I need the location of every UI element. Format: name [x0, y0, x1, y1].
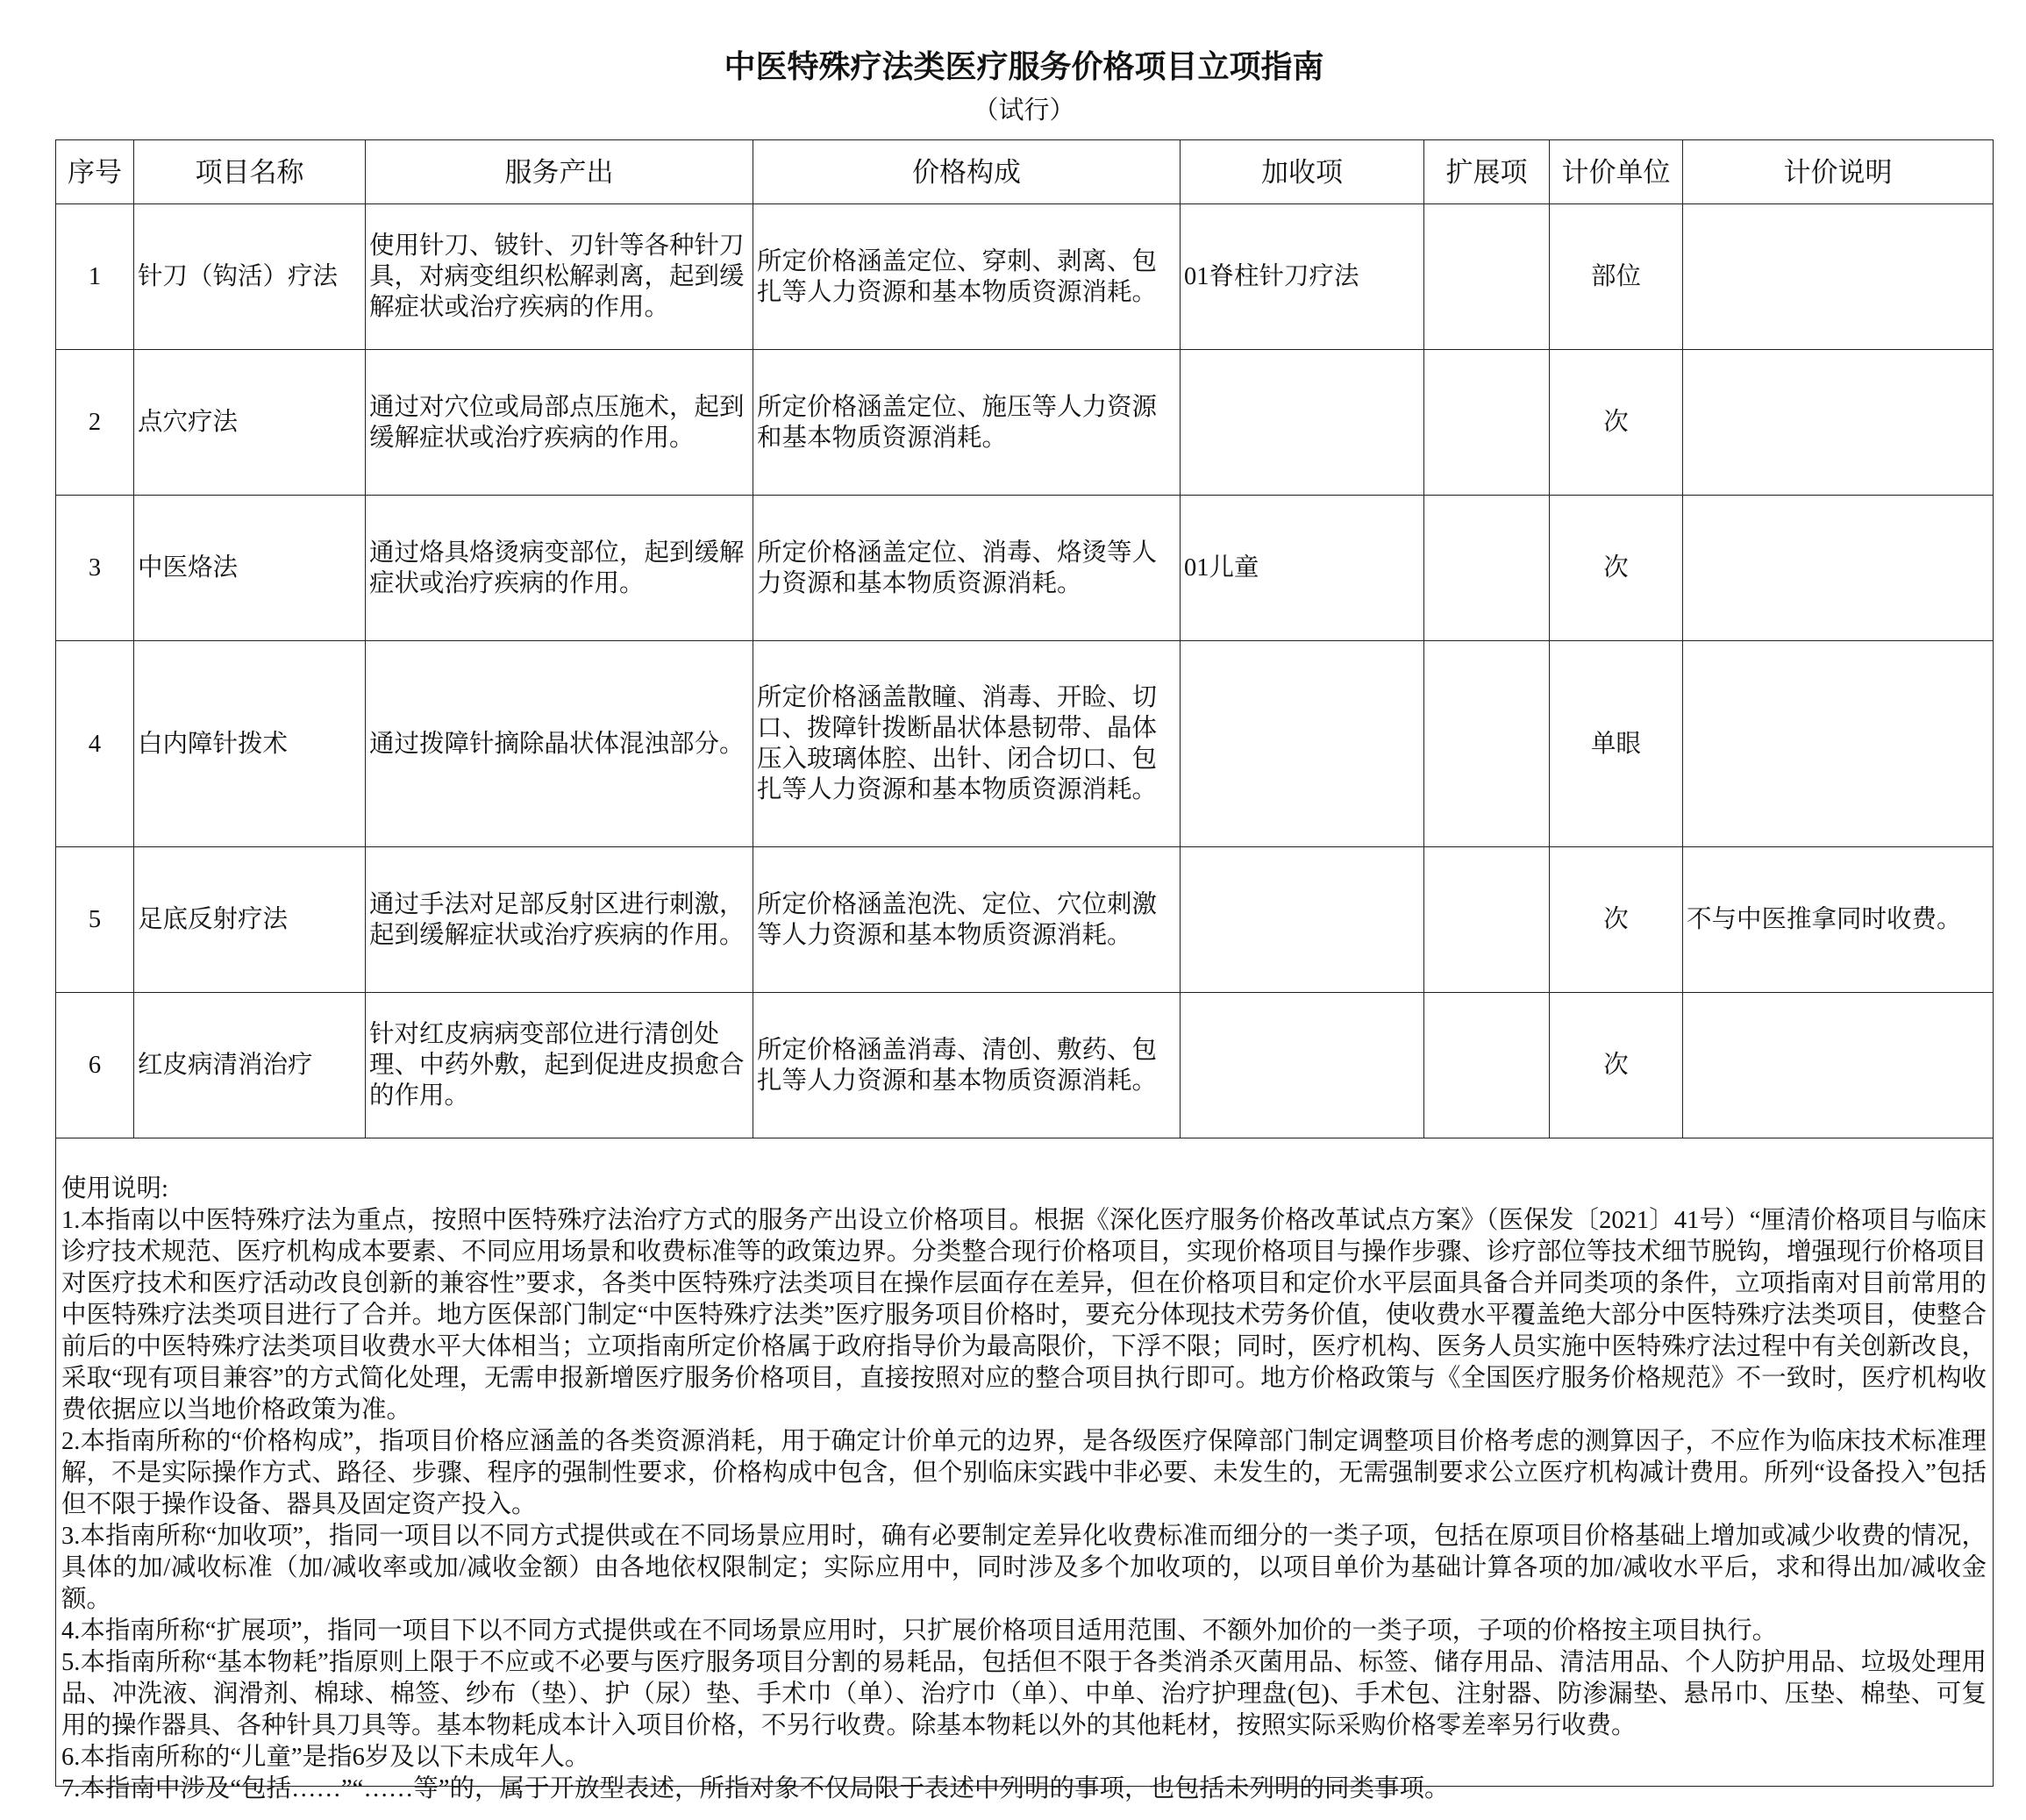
- usage-notes: [56, 1138, 1993, 1802]
- cell-extension: [1424, 496, 1550, 641]
- cell-service-output: 使用针刀、铍针、刃针等各种针刀具，对病变组织松解剥离，起到缓解症状或治疗疾病的作用。: [366, 204, 753, 350]
- cell-surcharge: 01脊柱针刀疗法: [1181, 204, 1424, 350]
- cell-service-output: 通过手法对足部反射区进行刺激，起到缓解症状或治疗疾病的作用。: [366, 847, 753, 993]
- header-pricing-note: 计价说明: [1683, 140, 1994, 204]
- cell-pricing-unit: 次: [1550, 350, 1683, 496]
- cell-extension: [1424, 993, 1550, 1138]
- cell-service-output: 通过对穴位或局部点压施术，起到缓解症状或治疗疾病的作用。: [366, 350, 753, 496]
- cell-extension: [1424, 350, 1550, 496]
- usage-notes-cell: [56, 1138, 1994, 1802]
- cell-price-composition: 所定价格涵盖定位、穿刺、剥离、包扎等人力资源和基本物质资源消耗。: [753, 204, 1181, 350]
- header-price-composition: 价格构成: [753, 140, 1181, 204]
- cell-surcharge: [1181, 350, 1424, 496]
- cell-pricing-unit: 部位: [1550, 204, 1683, 350]
- cell-service-output: 通过烙具烙烫病变部位，起到缓解症状或治疗疾病的作用。: [366, 496, 753, 641]
- cell-extension: [1424, 641, 1550, 847]
- cell-extension: [1424, 847, 1550, 993]
- cell-price-composition: 所定价格涵盖定位、施压等人力资源和基本物质资源消耗。: [753, 350, 1181, 496]
- cell-seq: 1: [56, 204, 134, 350]
- cell-price-composition: 所定价格涵盖定位、消毒、烙烫等人力资源和基本物质资源消耗。: [753, 496, 1181, 641]
- cell-surcharge: 01儿童: [1181, 496, 1424, 641]
- table-row: [56, 204, 1994, 350]
- cell-seq: 3: [56, 496, 134, 641]
- cell-item-name: 白内障针拨术: [134, 641, 366, 847]
- cell-pricing-note: [1683, 993, 1994, 1138]
- document-title: 中医特殊疗法类医疗服务价格项目立项指南: [724, 49, 1324, 84]
- header-pricing-unit: 计价单位: [1550, 140, 1683, 204]
- usage-note-item: 1.本指南以中医特殊疗法为重点，按照中医特殊疗法治疗方式的服务产出设立价格项目。根据《深化医疗服务价格改革试点方案》（医保发〔2021〕41号）“厘清价格项目与临床诊疗技术规范、医疗机构成本要素、不同应用场景和收费标准等的政策边界。分类整合现行价格项目，实现价格项目与操作步骤、诊疗部位等技术细节脱钩，增强现行价格项目对医疗技术和医疗活动改良创新的兼容性”要求，各类中医特殊疗法类项目在操作层面存在差异，但在价格项目和定价水平层面具备合并同类项的条件，立项指南对目前常用的中医特殊疗法类项目进行了合并。地方医保部门制定“中医特殊疗法类”医疗服务项目价格时，要充分体现技术劳务价值，使收费水平覆盖绝大部分中医特殊疗法类项目，使整合前后的中医特殊疗法类项目收费水平大体相当；立项指南所定价格属于政府指导价为最高限价，下浮不限；同时，医疗机构、医务人员实施中医特殊疗法过程中有关创新改良，采取“现有项目兼容”的方式简化处理，无需申报新增医疗服务价格项目，直接按照对应的整合项目执行即可。地方价格政策与《全国医疗服务价格规范》不一致时，医疗机构收费依据应以当地价格政策为准。: [61, 1207, 1987, 1424]
- cell-pricing-note: [1683, 641, 1994, 847]
- table-row: [56, 496, 1994, 641]
- cell-pricing-note: [1683, 350, 1994, 496]
- cell-pricing-unit: 单眼: [1550, 641, 1683, 847]
- cell-item-name: 针刀（钩活）疗法: [134, 204, 366, 350]
- cell-surcharge: [1181, 641, 1424, 847]
- cell-extension: [1424, 204, 1550, 350]
- cell-item-name: 中医烙法: [134, 496, 366, 641]
- usage-note-item: 5.本指南所称“基本物耗”指原则上限于不应或不必要与医疗服务项目分割的易耗品，包括但不限于各类消杀灭菌用品、标签、储存用品、清洁用品、个人防护用品、垃圾处理用品、冲洗液、润滑剂、棉球、棉签、纱布（垫）、护（尿）垫、手术巾（单）、治疗巾（单）、中单、治疗护理盘(包)、手术包、注射器、防渗漏垫、悬吊巾、压垫、棉垫、可复用的操作器具、各种针具刀具等。基本物耗成本计入项目价格，不另行收费。除基本物耗以外的其他耗材，按照实际采购价格零差率另行收费。: [61, 1649, 1987, 1739]
- table-header-row: [56, 140, 1994, 204]
- table-row: [56, 641, 1994, 847]
- cell-price-composition: 所定价格涵盖散瞳、消毒、开睑、切口、拨障针拨断晶状体悬韧带、晶体压入玻璃体腔、出针、闭合切口、包扎等人力资源和基本物质资源消耗。: [753, 641, 1181, 847]
- usage-note-item: 4.本指南所称“扩展项”，指同一项目下以不同方式提供或在不同场景应用时，只扩展价格项目适用范围、不额外加价的一类子项，子项的价格按主项目执行。: [61, 1617, 1778, 1645]
- cell-price-composition: 所定价格涵盖泡洗、定位、穴位刺激等人力资源和基本物质资源消耗。: [753, 847, 1181, 993]
- usage-notes-heading: 使用说明:: [61, 1175, 168, 1203]
- usage-note-item: 7.本指南中涉及“包括……”“……等”的，属于开放型表述，所指对象不仅局限于表述中列明的事项，也包括未列明的同类事项。: [61, 1775, 1450, 1802]
- table-row: [56, 993, 1994, 1138]
- cell-item-name: 红皮病清消治疗: [134, 993, 366, 1138]
- cell-pricing-unit: 次: [1550, 847, 1683, 993]
- header-service-output: 服务产出: [366, 140, 753, 204]
- table-row: [56, 350, 1994, 496]
- cell-seq: 6: [56, 993, 134, 1138]
- cell-service-output: 通过拨障针摘除晶状体混浊部分。: [366, 641, 753, 847]
- cell-pricing-unit: 次: [1550, 993, 1683, 1138]
- cell-surcharge: [1181, 847, 1424, 993]
- cell-pricing-note: 不与中医推拿同时收费。: [1683, 847, 1994, 993]
- header-extension: 扩展项: [1424, 140, 1550, 204]
- cell-pricing-note: [1683, 204, 1994, 350]
- header-seq: 序号: [56, 140, 134, 204]
- document-subtitle: （试行）: [973, 96, 1075, 125]
- usage-note-item: 2.本指南所称的“价格构成”，指项目价格应涵盖的各类资源消耗，用于确定计价单元的边界，是各级医疗保障部门制定调整项目价格考虑的测算因子，不应作为临床技术标准理解，不是实际操作方式、路径、步骤、程序的强制性要求，价格构成中包含，但个别临床实践中非必要、未发生的，无需强制要求公立医疗机构减计费用。所列“设备投入”包括但不限于操作设备、器具及固定资产投入。: [61, 1428, 1987, 1518]
- usage-note-item: 6.本指南所称的“儿童”是指6岁及以下未成年人。: [61, 1744, 590, 1771]
- header-surcharge: 加收项: [1181, 140, 1424, 204]
- pricing-table: [55, 139, 1994, 1802]
- cell-surcharge: [1181, 993, 1424, 1138]
- cell-seq: 5: [56, 847, 134, 993]
- usage-notes-row: [56, 1138, 1994, 1787]
- cell-seq: 2: [56, 350, 134, 496]
- header-item-name: 项目名称: [134, 140, 366, 204]
- cell-item-name: 足底反射疗法: [134, 847, 366, 993]
- cell-pricing-note: [1683, 496, 1994, 641]
- usage-note-item: 3.本指南所称“加收项”，指同一项目以不同方式提供或在不同场景应用时，确有必要制定差异化收费标准而细分的一类子项，包括在原项目价格基础上增加或减少收费的情况，具体的加/减收标准（加/减收率或加/减收金额）由各地依权限制定；实际应用中，同时涉及多个加收项的，以项目单价为基础计算各项的加/减收水平后，求和得出加/减收金额。: [61, 1523, 1987, 1613]
- cell-item-name: 点穴疗法: [134, 350, 366, 496]
- table-row: [56, 847, 1994, 993]
- cell-price-composition: 所定价格涵盖消毒、清创、敷药、包扎等人力资源和基本物质资源消耗。: [753, 993, 1181, 1138]
- cell-seq: 4: [56, 641, 134, 847]
- cell-pricing-unit: 次: [1550, 496, 1683, 641]
- cell-service-output: 针对红皮病病变部位进行清创处理、中药外敷，起到促进皮损愈合的作用。: [366, 993, 753, 1138]
